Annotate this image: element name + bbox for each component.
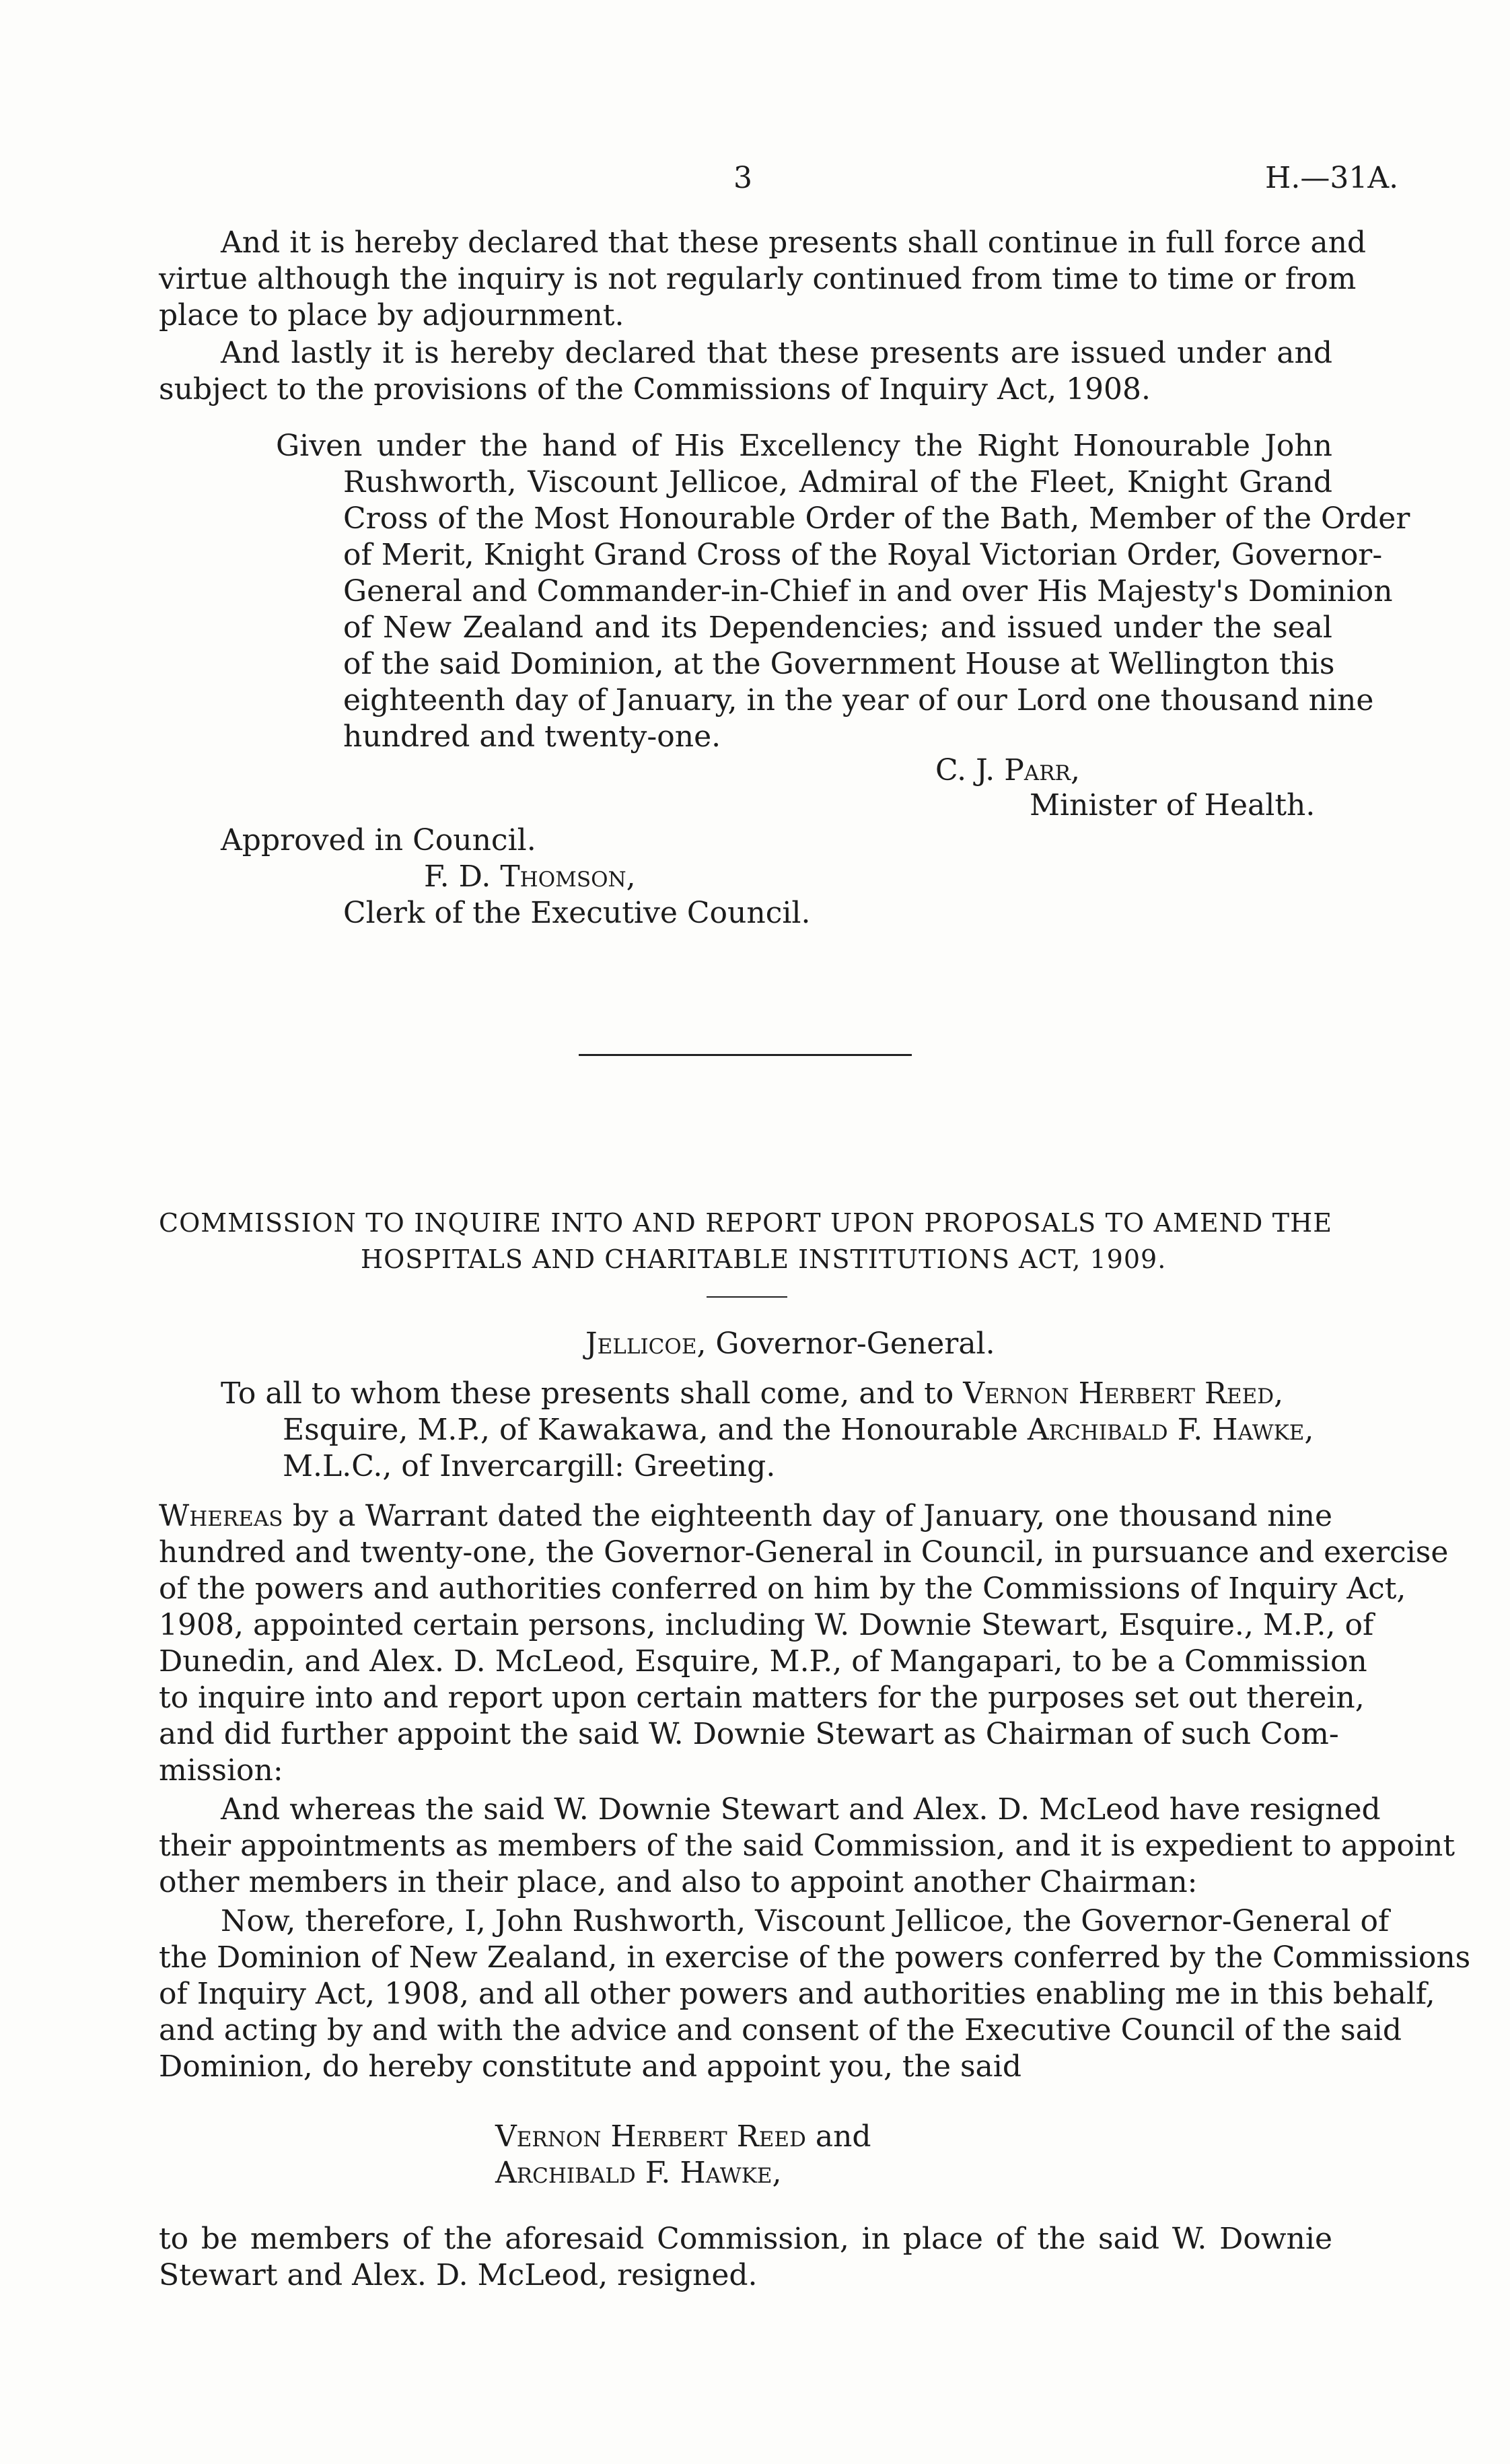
clerk-name: F. D. Thomson, — [424, 859, 636, 894]
to-all-name: Archibald — [1027, 1413, 1168, 1447]
signatory-title: Minister of Health. — [1030, 788, 1316, 822]
whereas-line: 1908, appointed certain persons, including W. Downie Stewart, Esquire., M.P., of — [159, 1608, 1374, 1642]
para1-line: place to place by adjournment. — [159, 298, 624, 332]
signatory-name: C. J. Parr, — [935, 753, 1080, 787]
appointee-line — [495, 2119, 871, 2155]
whereas-word: Whereas — [159, 1499, 283, 1533]
para2-line: subject to the provisions of the Commissions of Inquiry Act, 1908. — [159, 372, 1151, 407]
commission-heading-line: HOSPITALS AND CHARITABLE INSTITUTIONS ACT, 1909. — [361, 1244, 1167, 1274]
governor-title: , Governor-General. — [696, 1327, 995, 1361]
now-therefore-line: of Inquiry Act, 1908, and all other powers and authorities enabling me in this behalf, — [159, 1977, 1435, 2011]
and-whereas-line: other members in their place, and also to appoint another Chairman: — [159, 1865, 1198, 1899]
section-divider — [579, 1054, 912, 1056]
given-line: General and Commander-in-Chief in and over His Majesty's Dominion — [343, 574, 1393, 608]
given-line: Rushworth, Viscount Jellicoe, Admiral of the Fleet, Knight Grand — [343, 465, 1332, 499]
given-line: eighteenth day of January, in the year of our Lord one thousand nine — [343, 683, 1374, 717]
whereas-line: of the powers and authorities conferred on him by the Commissions of Inquiry Act, — [159, 1572, 1406, 1606]
to-all-text: Esquire, M.P., of Kawakawa, and the Honourable — [283, 1413, 1028, 1447]
whereas-text: by a Warrant dated the eighteenth day of January, one thousand nine — [283, 1499, 1332, 1533]
now-therefore-line: the Dominion of New Zealand, in exercise of the powers conferred by the Commissions — [159, 1940, 1471, 1975]
para2-line: And lastly it is hereby declared that these presents are issued under and — [221, 336, 1332, 370]
to-all-text: , — [1304, 1413, 1314, 1447]
to-all-text: F. — [1167, 1413, 1213, 1447]
whereas-line: to inquire into and report upon certain matters for the purposes set out therein, — [159, 1681, 1365, 1715]
final-line: Stewart and Alex. D. McLeod, resigned. — [159, 2258, 758, 2292]
given-line: of New Zealand and its Dependencies; and issued under the seal — [343, 610, 1332, 645]
document-reference: H.—31A. — [1265, 161, 1399, 195]
appointee-line — [495, 2155, 782, 2191]
given-line: Given under the hand of His Excellency the Right Honourable John — [276, 429, 1332, 463]
final-line: to be members of the aforesaid Commission, in place of the said W. Downie — [159, 2222, 1332, 2256]
page-number: 3 — [733, 161, 752, 195]
whereas-line: hundred and twenty-one, the Governor-General in Council, in pursuance and exercise — [159, 1535, 1449, 1570]
approved-in-council: Approved in Council. — [221, 823, 536, 857]
to-all-text: , — [1274, 1376, 1284, 1411]
whereas-line — [159, 1498, 1332, 1535]
to-all-line — [221, 1376, 1283, 1412]
given-line: Cross of the Most Honourable Order of the Bath, Member of the Order — [343, 501, 1410, 536]
whereas-line: mission: — [159, 1753, 283, 1788]
now-therefore-line: and acting by and with the advice and consent of the Executive Council of the said — [159, 2013, 1402, 2047]
appointee-suffix: and — [805, 2119, 871, 2154]
whereas-line: Dunedin, and Alex. D. McLeod, Esquire, M.P., of Mangapari, to be a Commission — [159, 1644, 1367, 1679]
appointee-name: Vernon Herbert Reed — [495, 2119, 806, 2154]
now-therefore-line: Now, therefore, I, John Rushworth, Viscount Jellicoe, the Governor-General of — [221, 1904, 1390, 1938]
governor-line — [585, 1326, 995, 1362]
to-all-text: To all to whom these presents shall come, and to — [221, 1376, 964, 1411]
commission-heading-line: COMMISSION TO INQUIRE INTO AND REPORT UPON PROPOSALS TO AMEND THE — [159, 1208, 1332, 1238]
para1-line: And it is hereby declared that these presents shall continue in full force and — [221, 225, 1367, 260]
appointee-name: Archibald F. Hawke — [495, 2156, 772, 2190]
to-all-name: Hawke — [1212, 1413, 1305, 1447]
clerk-title: Clerk of the Executive Council. — [343, 896, 811, 930]
given-line: hundred and twenty-one. — [343, 719, 721, 754]
to-all-line: M.L.C., of Invercargill: Greeting. — [283, 1449, 776, 1483]
appointee-suffix: , — [772, 2156, 782, 2190]
para1-line: virtue although the inquiry is not regularly continued from time to time or from — [159, 262, 1357, 296]
given-line: of the said Dominion, at the Government House at Wellington this — [343, 647, 1335, 681]
and-whereas-line: their appointments as members of the said Commission, and it is expedient to appoint — [159, 1829, 1455, 1863]
governor-name: Jellicoe — [585, 1327, 697, 1361]
to-all-line — [283, 1412, 1314, 1448]
given-line: of Merit, Knight Grand Cross of the Royal Victorian Order, Governor- — [343, 538, 1383, 572]
whereas-line: and did further appoint the said W. Downie Stewart as Chairman of such Com- — [159, 1717, 1339, 1751]
to-all-name: Vernon Herbert Reed — [963, 1376, 1274, 1411]
heading-divider — [707, 1296, 787, 1298]
now-therefore-line: Dominion, do hereby constitute and appoint you, the said — [159, 2049, 1022, 2084]
and-whereas-line: And whereas the said W. Downie Stewart and Alex. D. McLeod have resigned — [221, 1792, 1381, 1827]
